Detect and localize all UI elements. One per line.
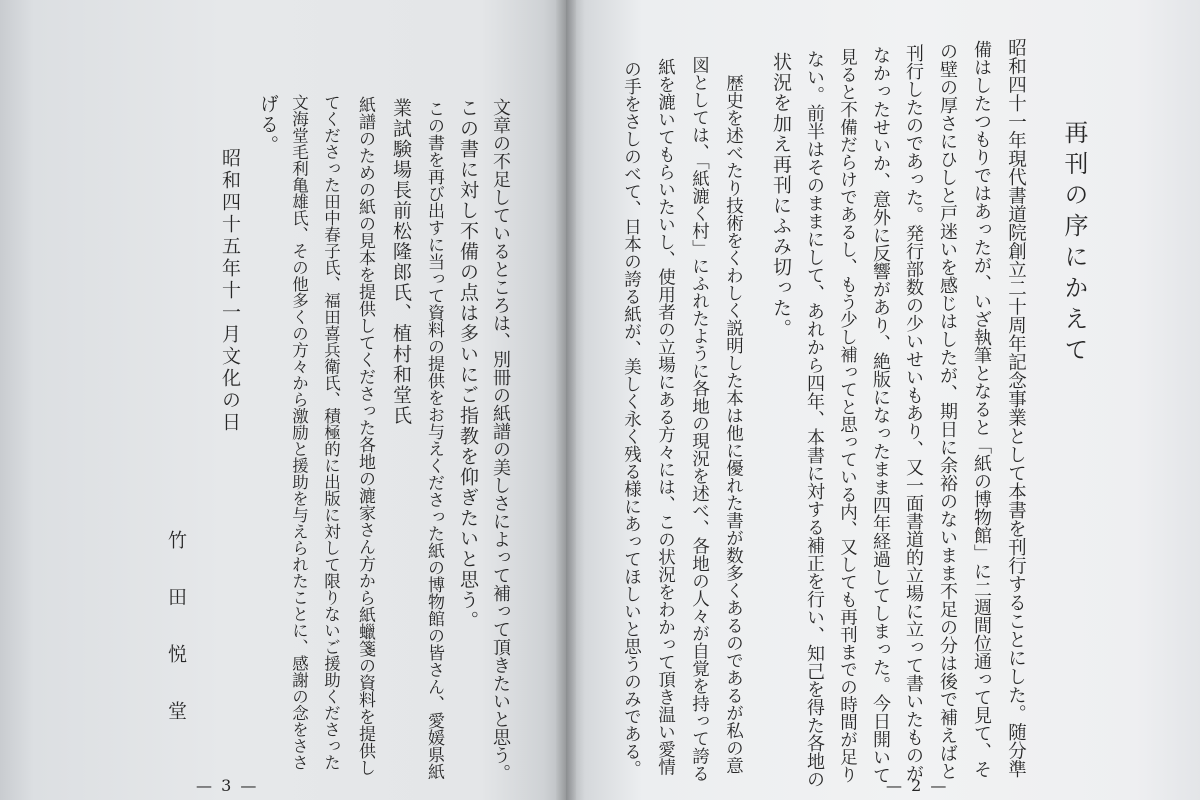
left-text-line-6: てくださった田中春子氏、福田喜兵衛氏、積極的に出版に対して限りないご援助くださった [321,94,341,771]
right-text-line-7: ない。前半はそのままにして、あれから四年、本書に対する補正を行い、知己を得た各地の [804,50,825,788]
right-text-line-3: の壁の厚さにひしと戸迷いを感じはしたが、期日に余裕のないまま不足の分は後で補えばと [937,42,958,780]
page-number-right: — 2 — [886,776,949,795]
left-text-line-1: 文章の不足しているところは、別冊の紙譜の美しさによって補って頂きたいと思う。 [490,98,511,782]
left-text-line-2: この書に対し不備の点は多いにご指教を仰ぎたいと思う。 [457,98,479,631]
right-text-line-6: 見ると不備だらけであるし、もう少し補ってと思っている内、又しても再刊までの時間が足り [837,48,858,783]
left-text-line-7: 文海堂毛利亀雄氏、その他多くの方々から激励と援助を与えられたことに、感謝の念をささ [289,94,309,771]
right-text-line-1: 昭和四十一年現代書道院創立二十周年記念事業として本書を刊行することにした。随分準 [1005,38,1027,778]
page-number-left: — 3 — [196,776,259,795]
right-text-line-8: 状況を加え再刊にふみ切った。 [770,52,792,339]
right-text-line-2: 備はしたつもりではあったが、いざ執筆となると「紙の博物館」に二週間位通って見て、そ [971,40,992,778]
left-page [0,0,566,800]
page-title: 再刊の序にかえて [1060,120,1088,368]
right-text-line-11: 紙を漉いてもらいたいし、使用者の立場にある方々には、この状況をわかって頂き温い愛情 [655,58,676,776]
right-text-line-5: なかったせいか、意外に反響があり、絶版になったまま四年経過してしまった。今日開いて [870,46,891,784]
right-text-line-10: 図としては、「紙漉く村」にふれたように各地の現況を述べ、各地の人々が自覚を持って誇る [689,56,710,783]
left-text-line-4: 業試験場長前松隆郎氏、植村和堂氏 [390,98,412,426]
right-text-line-9: 歴史を述べたり技術をくわしく説明した本は他に優れた書が数多くあるのであるが私の意 [723,74,744,774]
left-text-line-8: げる。 [257,94,279,156]
right-page [566,0,1200,800]
left-text-line-3: この書を再び出すに当って資料の提供をお与えくださった紙の博物館の皆さん、愛媛県紙 [424,100,444,780]
left-text-line-5: 紙譜のための紙の見本を提供してくださった各地の漉家さん方から紙蠟箋の資料を提供し [355,96,375,776]
date-line: 昭和四十五年十一月文化の日 [219,148,241,434]
right-text-line-12: の手をさしのべて、日本の誇る紙が、美しく永く残る様にあってほしいと思うのみである。 [621,60,642,778]
book-gutter-shadow [556,0,576,800]
right-text-line-4: 刊行したのであった。発行部数の少いせいもあり、又一面書道的立場に立って書いたものが [903,44,924,782]
author-signature: 竹田悦堂 [165,530,187,758]
